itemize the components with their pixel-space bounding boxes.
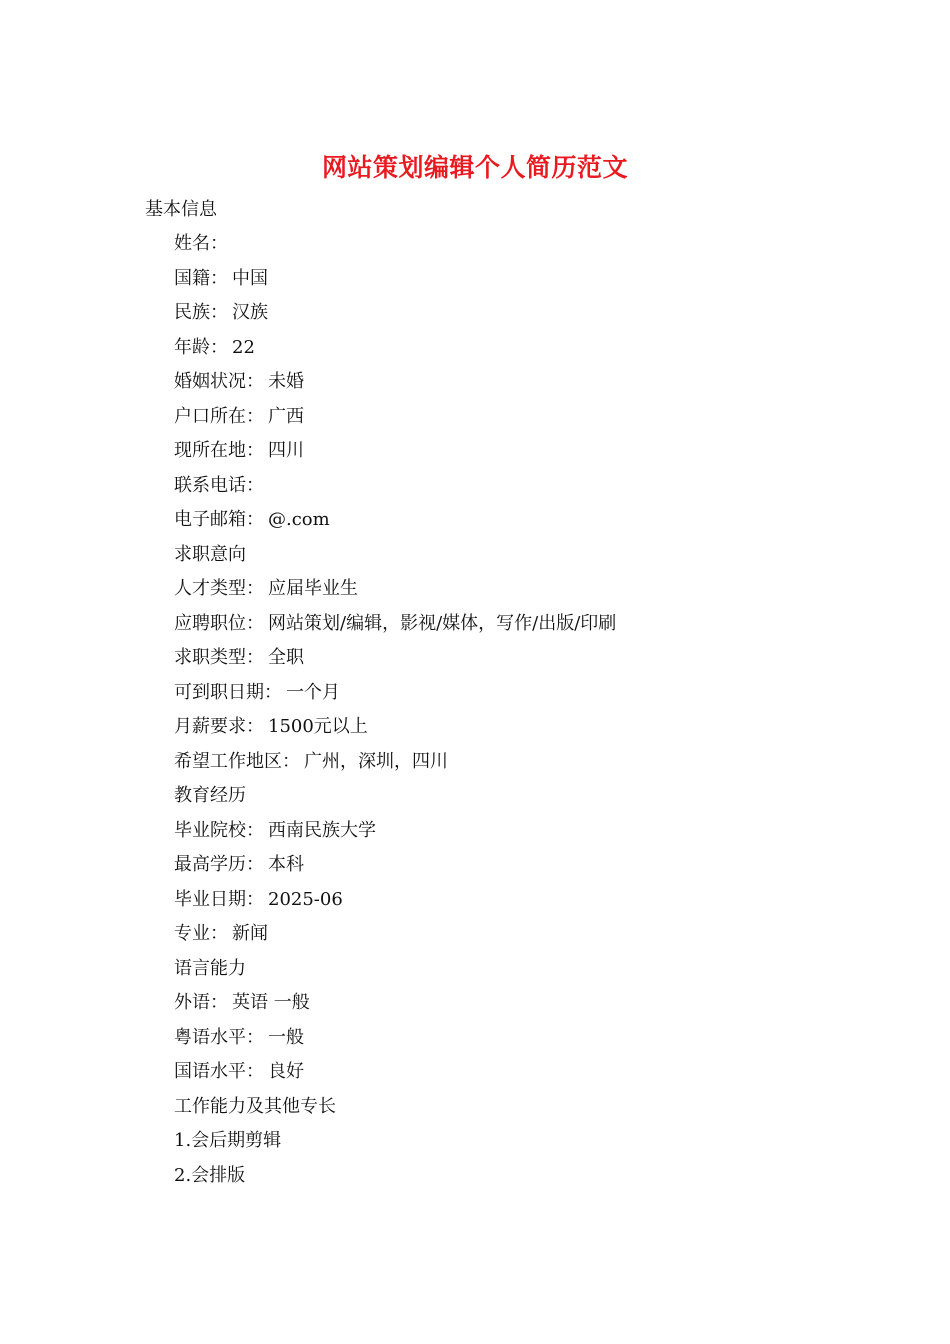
section-heading-education: 教育经历 [174,785,246,806]
line-available-date: 可到职日期： 一个月 [174,681,340,703]
skill-item-1: 1.会后期剪辑 [174,1130,282,1151]
line-nationality: 国籍： 中国 [174,267,268,289]
section-heading-skills: 工作能力及其他专长 [174,1095,336,1117]
line-phone: 联系电话： [174,474,264,496]
line-major: 专业： 新闻 [174,923,268,944]
line-ethnicity: 民族： 汉族 [174,302,268,323]
line-graduation-date: 毕业日期： 2025-06 [174,888,343,910]
document-title: 网站策划编辑个人简历范文 [321,153,628,182]
line-talent-type: 人才类型： 应届毕业生 [174,578,358,599]
skill-item-2: 2.会排版 [174,1164,246,1186]
section-heading-basic-info: 基本信息 [145,199,217,220]
line-email: 电子邮箱： @.com [174,509,330,530]
line-degree: 最高学历： 本科 [174,854,304,875]
line-age: 年龄： 22 [174,336,255,358]
resume-lines [174,229,874,1195]
line-school: 毕业院校： 西南民族大学 [174,819,376,841]
section-heading-job-intention: 求职意向 [174,543,246,565]
line-cantonese: 粤语水平： 一般 [174,1026,304,1048]
line-current-location: 现所在地： 四川 [174,440,304,461]
line-household-registration: 户口所在： 广西 [174,405,304,427]
line-salary: 月薪要求： 1500元以上 [174,716,368,737]
section-heading-language: 语言能力 [174,957,246,979]
line-name: 姓名： [174,233,228,254]
line-marital-status: 婚姻状况： 未婚 [174,371,304,392]
line-mandarin: 国语水平： 良好 [174,1061,304,1082]
line-foreign-language: 外语： 英语 一般 [174,992,310,1013]
line-applied-position: 应聘职位： 网站策划/编辑，影视/媒体，写作/出版/印刷 [174,612,617,634]
line-job-type: 求职类型： 全职 [174,647,304,668]
line-desired-region: 希望工作地区： 广州，深圳，四川 [174,750,448,772]
